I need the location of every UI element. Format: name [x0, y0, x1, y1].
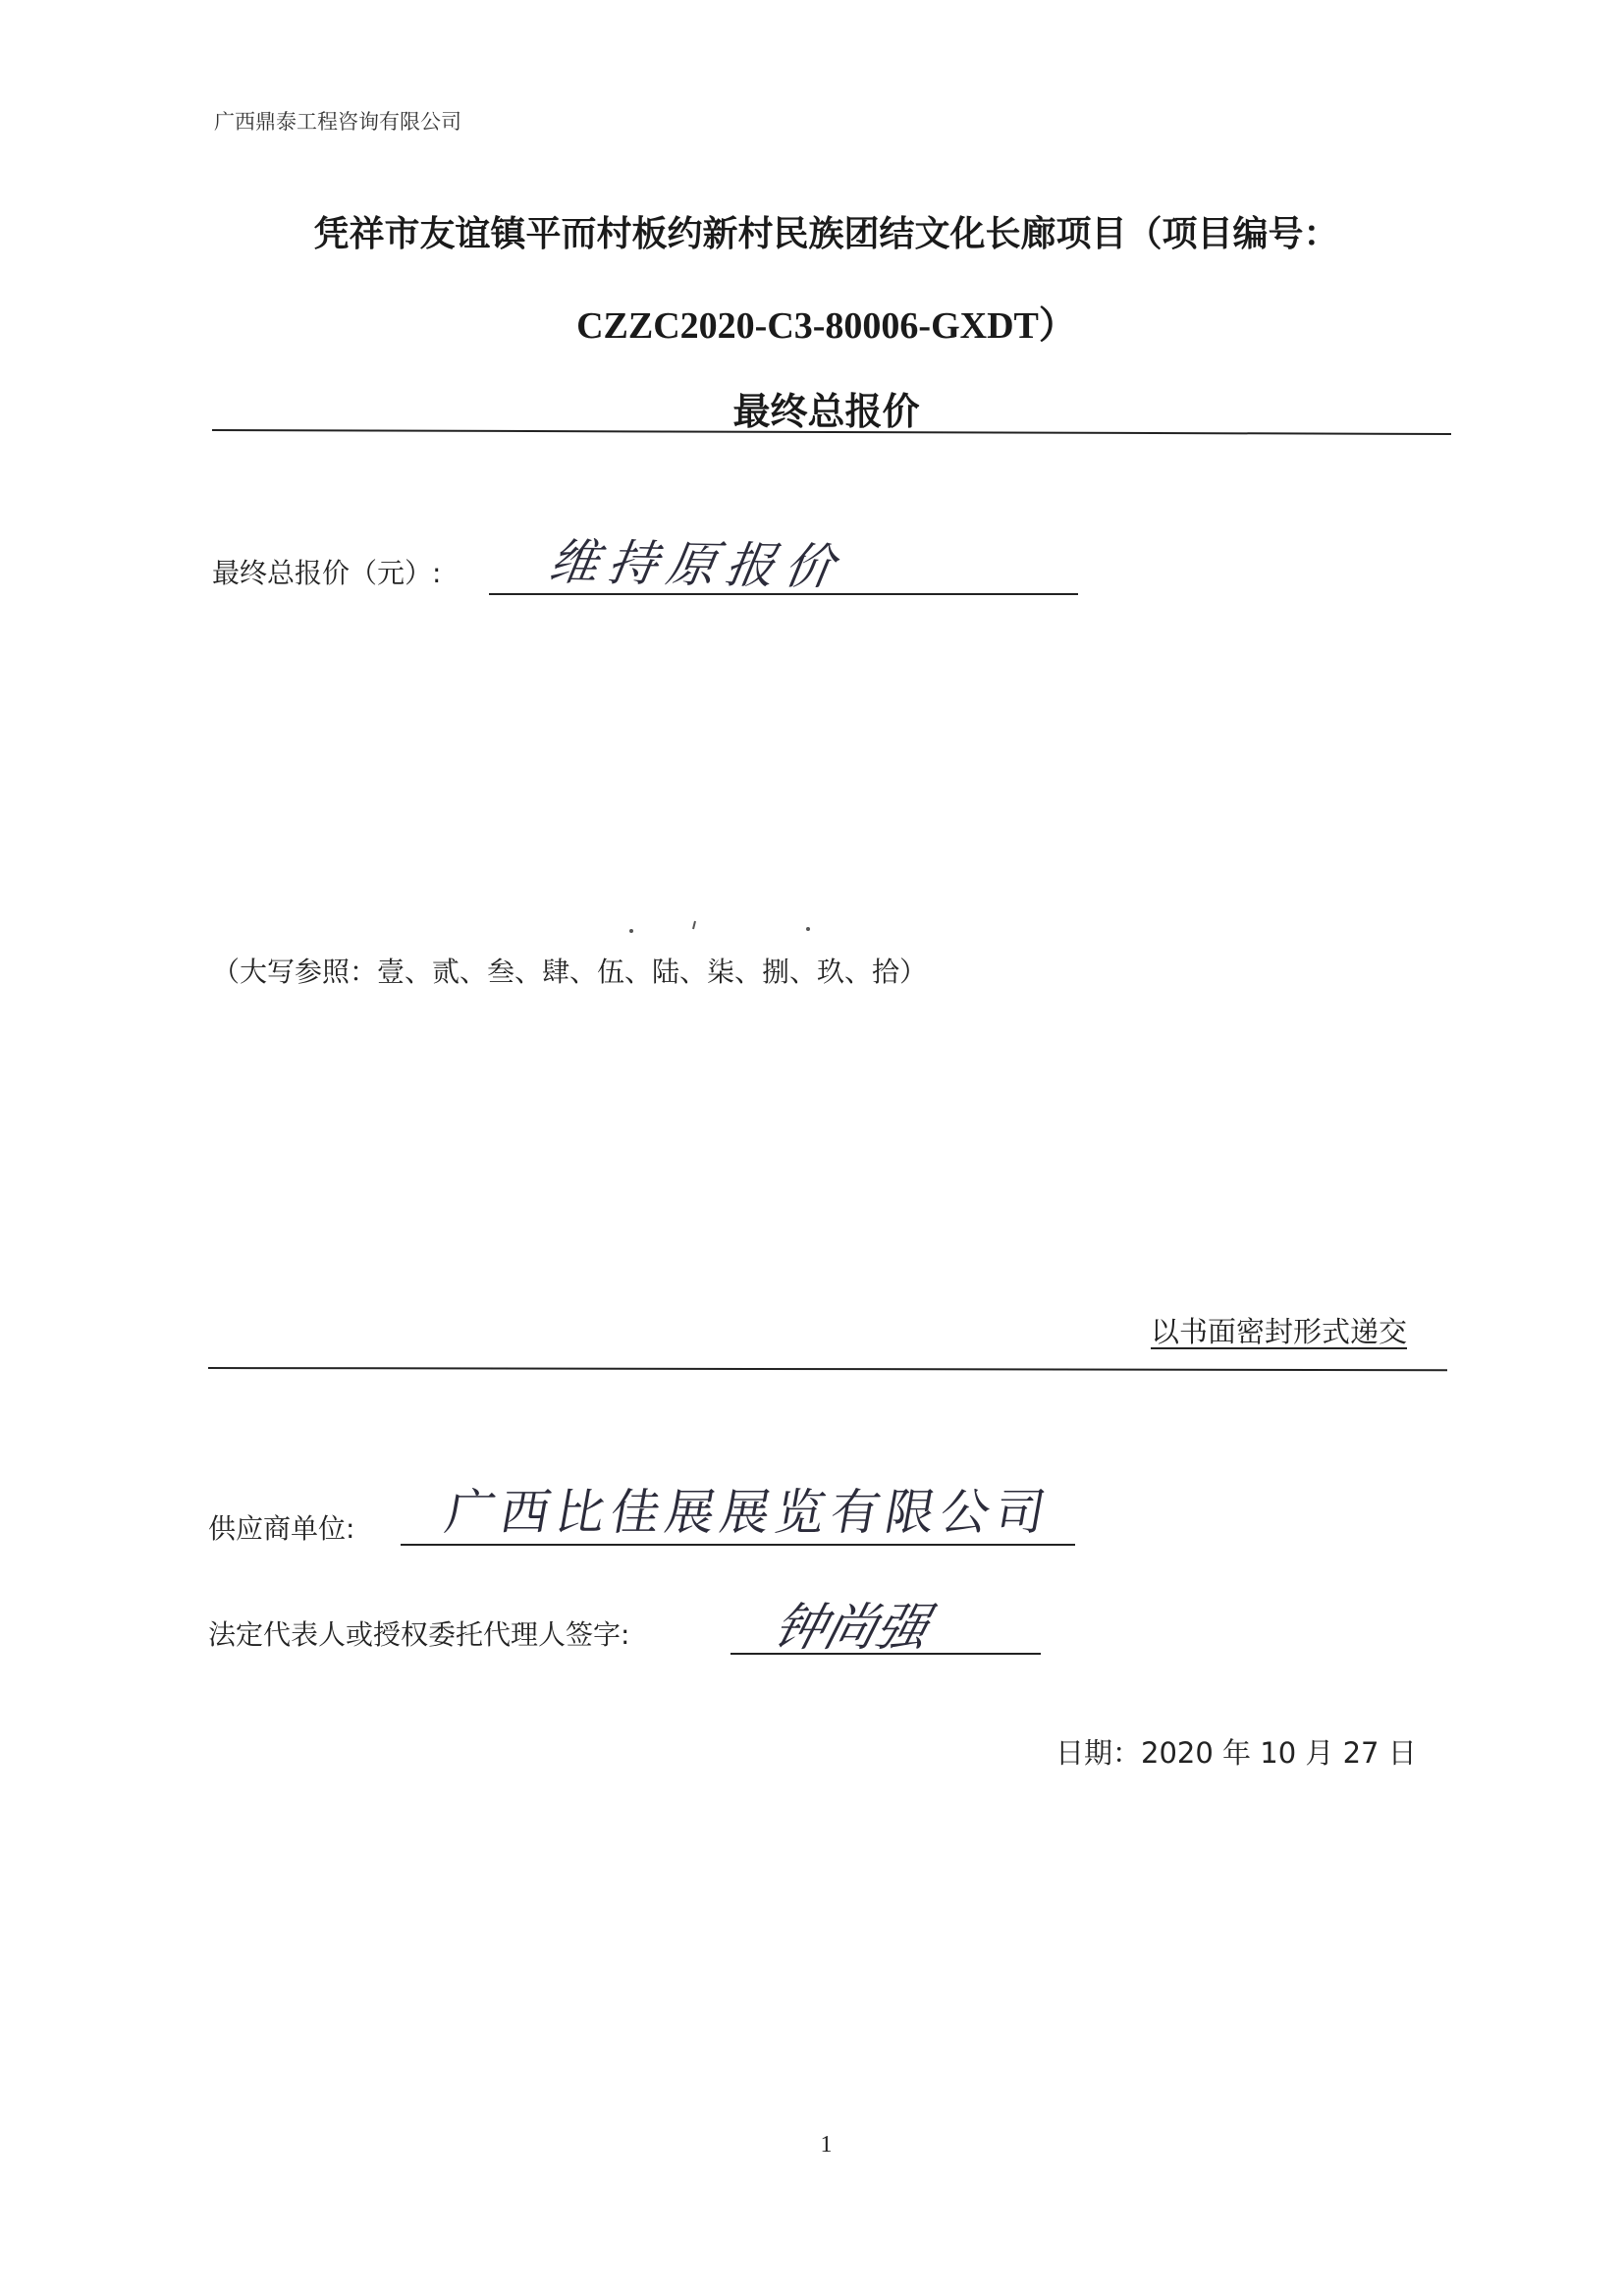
company-header: 广西鼎泰工程咨询有限公司	[214, 110, 461, 134]
supplier-label: 供应商单位:	[208, 1512, 355, 1545]
project-title: 凭祥市友谊镇平而村板约新村民族团结文化长廊项目（项目编号：	[313, 214, 1339, 254]
bottom-divider	[208, 1367, 1447, 1371]
signer-underline	[730, 1653, 1041, 1655]
document-heading: 最终总报价	[732, 390, 920, 433]
page-number: 1	[820, 2132, 833, 2158]
price-label: 最终总报价（元）:	[212, 557, 442, 589]
scan-specks	[579, 913, 835, 943]
date: 日期：2020 年 10 月 27 日	[1055, 1736, 1417, 1770]
signer-label: 法定代表人或授权委托代理人签字:	[208, 1618, 630, 1651]
project-number: CZZC2020-C3-80006-GXDT）	[576, 305, 1076, 347]
submission-note: 以书面密封形式递交	[1151, 1315, 1408, 1348]
supplier-underline	[401, 1544, 1075, 1546]
uppercase-reference: （大写参照：壹、贰、叁、肆、伍、陆、柒、捌、玖、拾）	[212, 956, 928, 988]
supplier-handwritten-value: 广西比佳展展览有限公司	[441, 1484, 1056, 1541]
price-underline	[489, 593, 1078, 595]
price-handwritten-value: 维持原报价	[545, 533, 848, 596]
handwritten-signature: 钟尚强	[767, 1599, 936, 1658]
